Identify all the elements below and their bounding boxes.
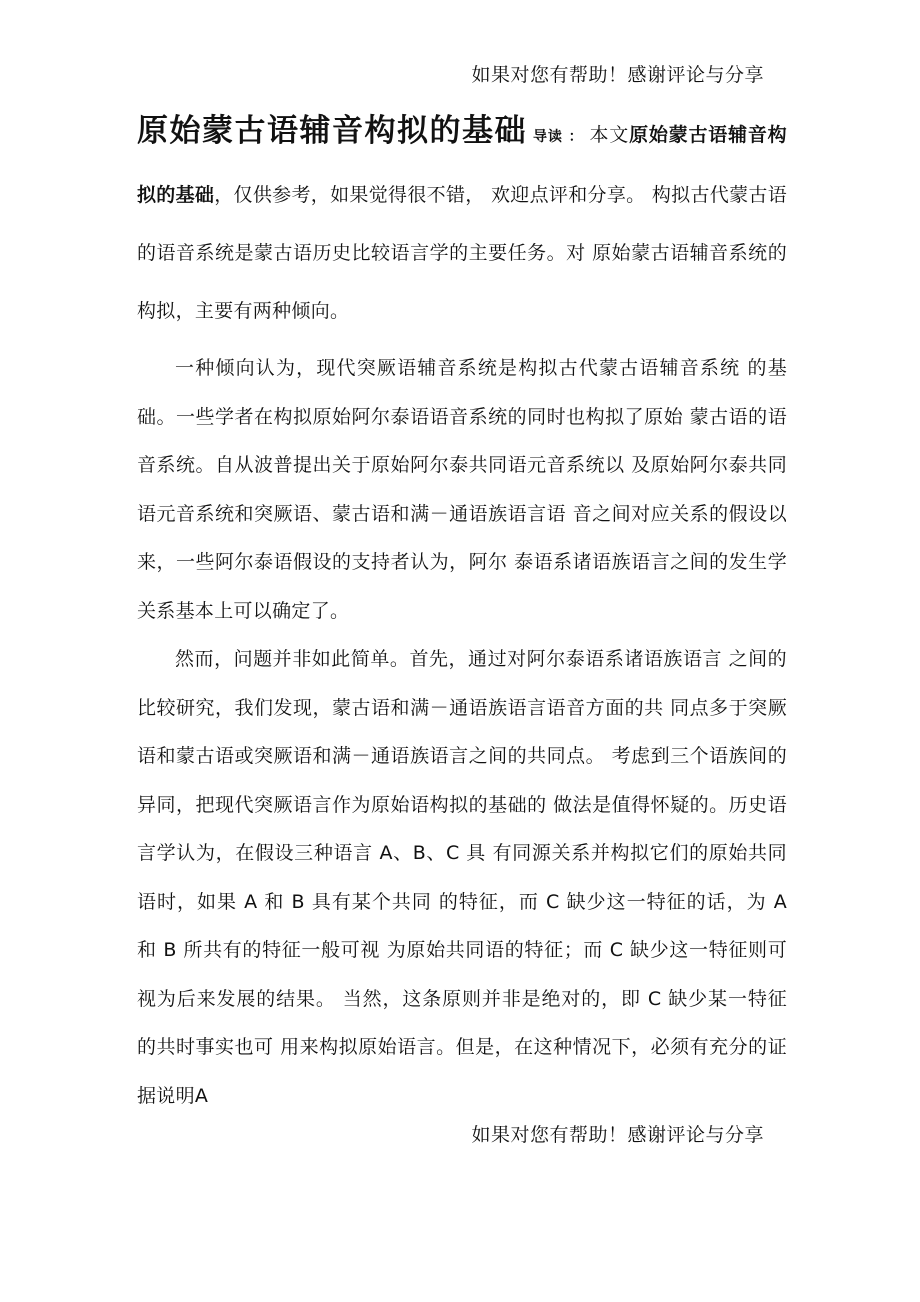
guide-label: 导读 [533,129,563,145]
paragraph-2: 然而，问题并非如此简单。首先，通过对阿尔泰语系诸语族语言 之间的比较研究，我们发现，蒙古语和满－通语族语言语音方面的共 同点多于突厥语和蒙古语或突厥语和满－通语族语言之间的共同点。 考虑到三个语族间的异同，把现代突厥语言作为原始语构拟的基础的 做法是值得怀疑的。历史语言学认为，在假设三种语言 A、B、C 具 有同源关系并构拟它们的原始共同语时，如果 A 和 B 具有某个共同 的特征，而 C 缺少这一特征的话，为 A 和 B 所共有的特征一般可视 为原始共同语的特征；而 C 缺少这一特征则可视为后来发展的结果。 当然，这条原则并非是绝对的，即 C 缺少某一特征的共时事实也可 用来构拟原始语言。但是，在这种情况下，必须有充分的证据说明A [137,648,787,1107]
article-title: 原始蒙古语辅音构拟的基础 [137,113,528,149]
guide-colon: ： [568,129,584,145]
intro-bold-title: 原始蒙古语辅音构拟的基础 [137,124,787,206]
intro-prefix: 本文 [589,124,630,146]
article-body [137,102,787,1120]
header-note: 如果对您有帮助！感谢评论与分享 [471,64,764,86]
intro-text: ，仅供参考，如果觉得很不错， 欢迎点评和分享。 构拟古代蒙古语的语音系统是蒙古语历史比较语言学的主要任务。对 原始蒙古语辅音系统的构拟，主要有两种倾向。 [137,184,787,322]
footer-note: 如果对您有帮助！感谢评论与分享 [471,1124,764,1146]
article-intro [137,102,787,340]
paragraph-1: 一种倾向认为，现代突厥语辅音系统是构拟古代蒙古语辅音系统 的基础。一些学者在构拟原始阿尔泰语语音系统的同时也构拟了原始 蒙古语的语音系统。自从波普提出关于原始阿尔泰共同语元音系统以 及原始阿尔泰共同语元音系统和突厥语、蒙古语和满－通语族语言语 音之间对应关系的假设以来，一些阿尔泰语假设的支持者认为，阿尔 泰语系诸语族语言之间的发生学关系基本上可以确定了。 [137,357,787,622]
